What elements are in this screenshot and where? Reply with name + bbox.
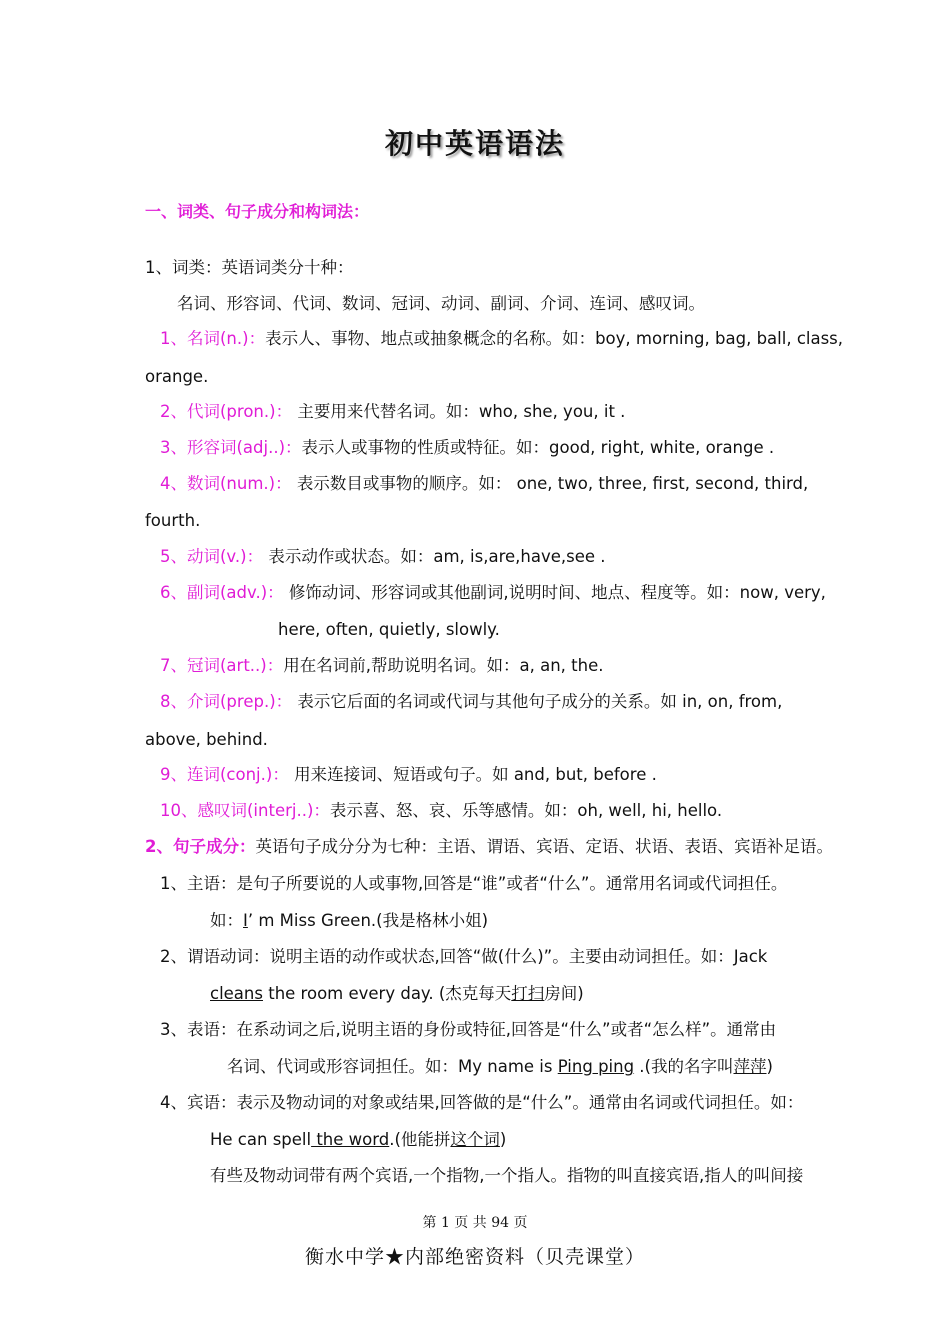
term-definition: 表示人或事物的性质或特征。如：good, right, white, orange . (301, 438, 775, 457)
list-item (160, 691, 782, 713)
term-definition: 表示喜、怒、哀、乐等感情。如：oh, well, hi, hello. (329, 801, 723, 820)
sentence-heading (145, 836, 833, 858)
list-item (160, 473, 808, 495)
term-continuation: orange. (145, 367, 209, 386)
term-continuation: fourth. (145, 511, 201, 530)
example-underlined: 这个词 (450, 1130, 500, 1149)
list-item (160, 401, 625, 423)
term-definition: 表示它后面的名词或代词与其他句子成分的关系。如 in, on, from, (292, 692, 783, 711)
term-definition: 修饰动词、形容词或其他副词,说明时间、地点、程度等。如：now, very, (283, 583, 826, 602)
term-continuation: here, often, quietly, slowly. (278, 620, 500, 639)
example-underlined: cleans (210, 984, 263, 1003)
example-prefix: 名词、代词或形容词担任。如：My name is (227, 1057, 558, 1076)
example-suffix: 房间) (544, 984, 584, 1003)
term-label: 4、数词(num.)： (160, 474, 292, 493)
example-underlined: Ping ping (557, 1057, 635, 1076)
section-text: 英语句子成分分为七种：主语、谓语、宾语、定语、状语、表语、宾语补足语。 (255, 837, 833, 856)
predicate-definition: 2、谓语动词：说明主语的动作或状态,回答“做(什么)”。主要由动词担任。如：Jack (160, 947, 768, 966)
term-continuation: above, behind. (145, 730, 268, 749)
object-definition: 4、宾语：表示及物动词的对象或结果,回答做的是“什么”。通常由名词或代词担任。如： (160, 1093, 804, 1112)
example-underlined: the word (311, 1130, 390, 1149)
example-underlined: I (243, 911, 248, 930)
page-title: 初中英语语法 (384, 127, 565, 160)
term-label: 10、感叹词(interj..)： (160, 801, 330, 820)
term-definition: 表示数目或事物的顺序。如： one, two, three, first, second, third, (291, 474, 809, 493)
list-item (160, 546, 606, 568)
section-label: 2、句子成分： (145, 837, 256, 856)
term-label: 3、形容词(adj..)： (160, 438, 302, 457)
example-suffix: ) (499, 1130, 507, 1149)
example-underlined: 打扫 (511, 984, 545, 1003)
predicative-example (227, 1056, 773, 1078)
term-definition: 表示人、事物、地点或抽象概念的名称。如：boy, morning, bag, ball, class, (265, 329, 844, 348)
list-item (160, 764, 657, 786)
example-suffix: ’ m Miss Green.(我是格林小姐) (247, 911, 489, 930)
term-label: 9、连词(conj.)： (160, 765, 289, 784)
subject-example (210, 910, 488, 932)
list-item (160, 328, 843, 350)
predicative-definition: 3、表语：在系动词之后,说明主语的身份或特征,回答是“什么”或者“怎么样”。通常由 (160, 1020, 777, 1039)
term-definition: 用在名词前,帮助说明名词。如：a, an, the. (283, 656, 604, 675)
term-label: 2、代词(pron.)： (160, 402, 293, 421)
term-definition: 表示动作或状态。如：am, is,are,have,see . (263, 547, 606, 566)
term-label: 8、介词(prep.)： (160, 692, 293, 711)
term-label: 6、副词(adv.)： (160, 583, 284, 602)
example-prefix: He can spell (210, 1130, 312, 1149)
object-note: 有些及物动词带有两个宾语,一个指物,一个指人。指物的叫直接宾语,指人的叫间接 (210, 1166, 804, 1185)
example-underlined: 萍萍 (733, 1057, 767, 1076)
example-prefix: 如： (210, 911, 243, 930)
example-middle: .(我的名字叫 (634, 1057, 734, 1076)
page-number: 第 1 页 共 94 页 (422, 1215, 528, 1231)
list-item (160, 800, 722, 822)
term-label: 1、名词(n.)： (160, 329, 266, 348)
term-definition: 用来连接词、短语或句子。如 and, but, before . (288, 765, 657, 784)
list-item (160, 582, 826, 604)
example-middle: .(他能拼 (389, 1130, 451, 1149)
object-example (210, 1129, 506, 1151)
term-label: 5、动词(v.)： (160, 547, 264, 566)
predicate-example (210, 983, 584, 1005)
subject-definition: 1、主语：是句子所要说的人或事物,回答是“谁”或者“什么”。通常用名词或代词担任。 (160, 874, 788, 893)
list-item (160, 437, 774, 459)
section-heading: 一、词类、句子成分和构词法： (145, 202, 370, 221)
term-definition: 主要用来代替名词。如：who, she, you, it . (292, 402, 626, 421)
wordclass-list: 名词、形容词、代词、数词、冠词、动词、副词、介词、连词、感叹词。 (177, 294, 705, 313)
source-footer: 衡水中学★内部绝密资料（贝壳课堂） (304, 1246, 645, 1268)
term-label: 7、冠词(art..)： (160, 656, 284, 675)
example-suffix: ) (766, 1057, 773, 1076)
list-item (160, 655, 603, 677)
wordclass-intro: 1、词类：英语词类分十种： (145, 258, 354, 277)
example-middle: the room every day. (杰克每天 (262, 984, 512, 1003)
